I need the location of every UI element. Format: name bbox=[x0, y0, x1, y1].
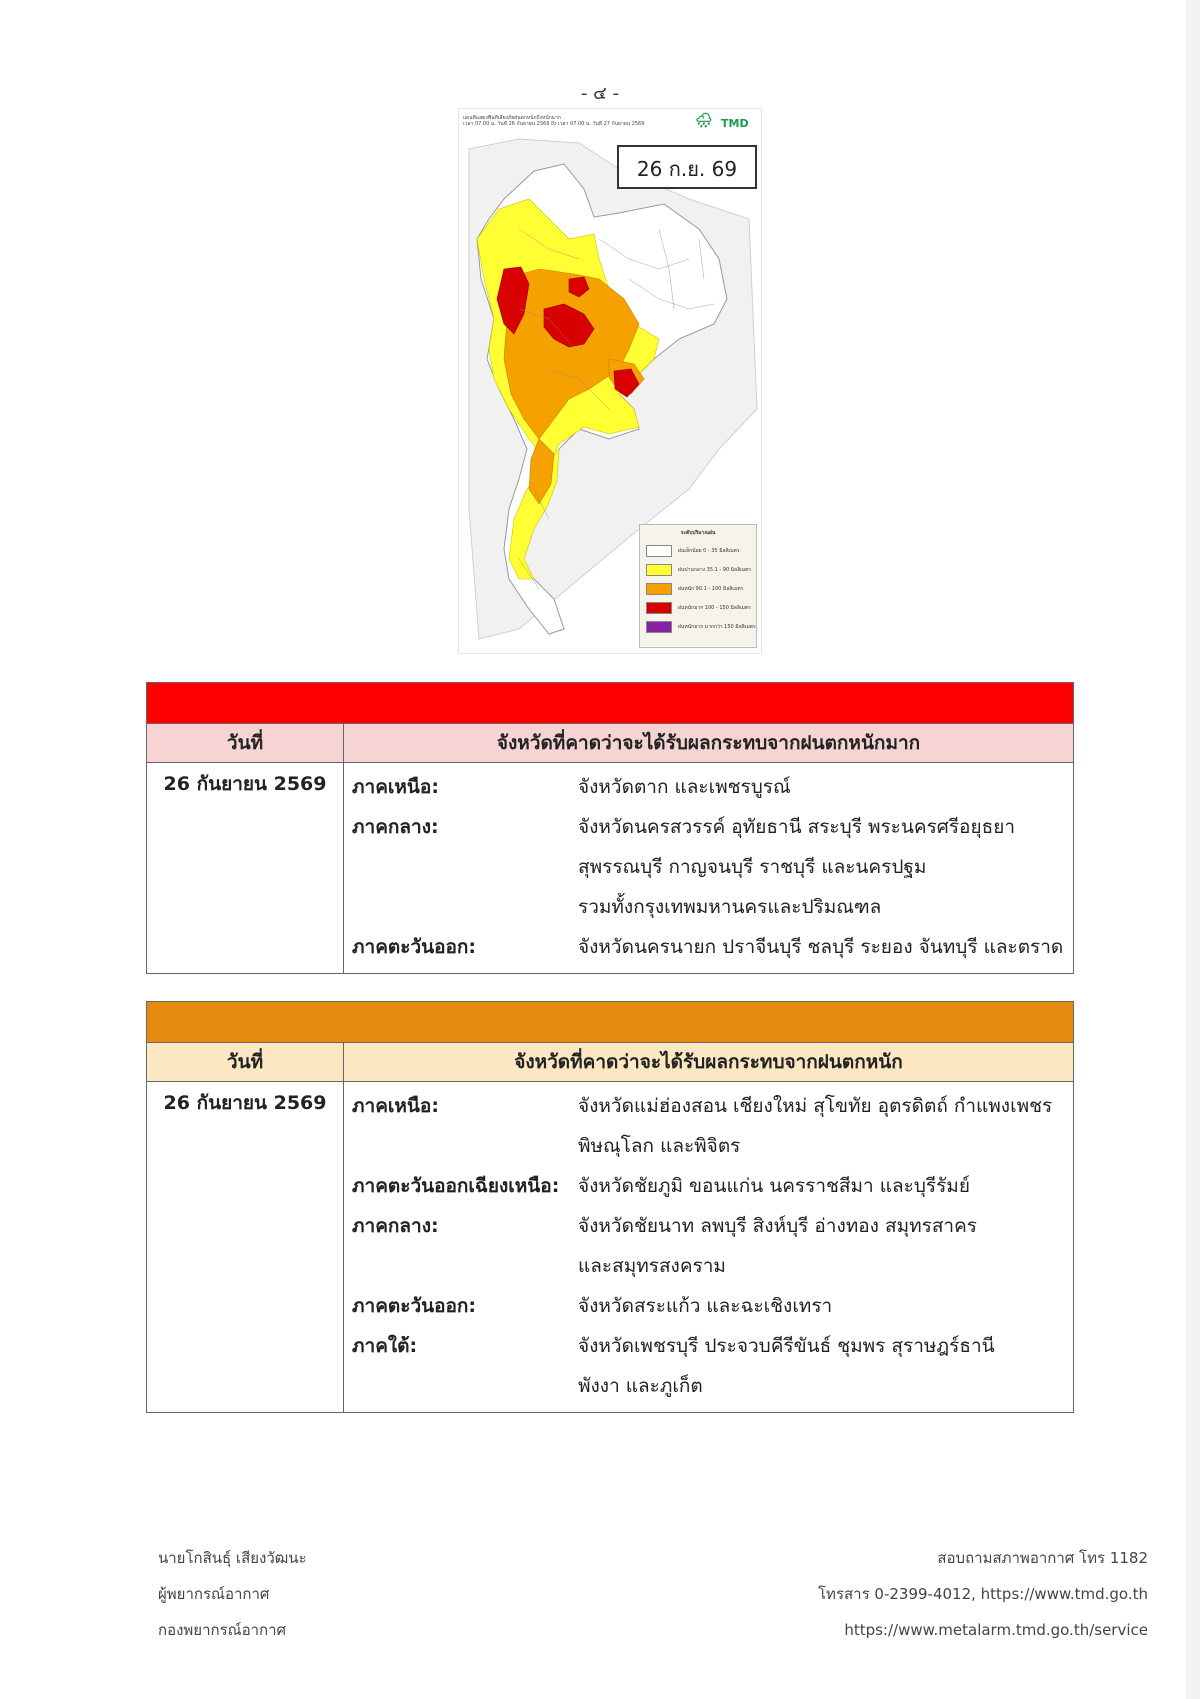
province-list bbox=[578, 1326, 1065, 1406]
heavy-rain-band bbox=[147, 1002, 1074, 1043]
region-name: ภาคเหนือ: bbox=[352, 1095, 439, 1117]
region-entry bbox=[352, 1086, 1065, 1166]
map-legend bbox=[639, 524, 757, 648]
very-heavy-rain-table bbox=[146, 682, 1074, 974]
footer-signature bbox=[158, 1540, 307, 1648]
region-entry bbox=[352, 807, 1065, 927]
page-edge bbox=[1186, 0, 1200, 1699]
table-row bbox=[147, 1082, 1074, 1413]
tmd-logo-icon: 🌧 bbox=[695, 113, 713, 129]
rain-risk-map bbox=[458, 108, 762, 654]
region-entry bbox=[352, 927, 1065, 967]
provinces-cell bbox=[344, 763, 1074, 974]
forecaster-title: ผู้พยากรณ์อากาศ bbox=[158, 1585, 270, 1603]
region-entry bbox=[352, 1166, 1065, 1206]
legend-label: ฝนหนักมาก 100 - 150 มิลลิเมตร bbox=[678, 604, 751, 611]
map-header-line-1: แผนที่แสดงพื้นที่เสี่ยงภัยฝนตกหนักถึงหนักมาก bbox=[463, 115, 561, 121]
date-cell: 26 กันยายน 2569 bbox=[147, 763, 344, 974]
region-entry bbox=[352, 1326, 1065, 1406]
region-name: ภาคตะวันออก: bbox=[352, 936, 477, 958]
column-header-provinces: จังหวัดที่คาดว่าจะได้รับผลกระทบจากฝนตกหนักมาก bbox=[344, 724, 1074, 763]
region-name: ภาคตะวันออกเฉียงเหนือ: bbox=[352, 1175, 560, 1197]
legend-title: ระดับปริมาณฝน bbox=[680, 530, 716, 536]
province-line: พังงา และภูเก็ต bbox=[578, 1375, 703, 1397]
province-list bbox=[578, 1286, 1065, 1326]
legend-swatch bbox=[646, 583, 672, 595]
legend-item bbox=[640, 541, 756, 560]
heavy-rain-table bbox=[146, 1001, 1074, 1413]
region-name: ภาคกลาง: bbox=[352, 816, 439, 838]
province-line: จังหวัดชัยภูมิ ขอนแก่น นครราชสีมา และบุรีรัมย์ bbox=[578, 1175, 970, 1197]
column-header-date: วันที่ bbox=[147, 724, 344, 763]
contact-fax-website[interactable]: โทรสาร 0-2399-4012, https://www.tmd.go.th bbox=[818, 1585, 1148, 1603]
region-name: ภาคใต้: bbox=[352, 1335, 418, 1357]
province-line: จังหวัดตาก และเพชรบูรณ์ bbox=[578, 776, 791, 798]
province-list bbox=[578, 1166, 1065, 1206]
forecaster-name: นายโกสินธุ์ เสียงวัฒนะ bbox=[158, 1549, 307, 1567]
province-list bbox=[578, 767, 1065, 807]
region-name: ภาคเหนือ: bbox=[352, 776, 439, 798]
provinces-cell bbox=[344, 1082, 1074, 1413]
province-line: พิษณุโลก และพิจิตร bbox=[578, 1135, 741, 1157]
region-name: ภาคกลาง: bbox=[352, 1215, 439, 1237]
date-cell: 26 กันยายน 2569 bbox=[147, 1082, 344, 1413]
very-heavy-rain-band bbox=[147, 683, 1074, 724]
column-header-date: วันที่ bbox=[147, 1043, 344, 1082]
legend-label: ฝนเล็กน้อย 0 - 35 มิลลิเมตร bbox=[678, 547, 740, 554]
region-entry bbox=[352, 1286, 1065, 1326]
footer-contact bbox=[818, 1540, 1148, 1648]
province-list bbox=[578, 1206, 1065, 1286]
legend-item bbox=[640, 579, 756, 598]
province-line: จังหวัดแม่ฮ่องสอน เชียงใหม่ สุโขทัย อุตรดิตถ์ กำแพงเพชร bbox=[578, 1095, 1053, 1117]
legend-swatch bbox=[646, 621, 672, 633]
legend-label: ฝนหนักมาก มากกว่า 150 มิลลิเมตร bbox=[678, 623, 756, 630]
legend-swatch bbox=[646, 545, 672, 557]
province-line: และสมุทรสงคราม bbox=[578, 1255, 726, 1277]
legend-label: ฝนปานกลาง 35.1 - 90 มิลลิเมตร bbox=[678, 566, 752, 573]
province-list bbox=[578, 807, 1065, 927]
legend-item bbox=[640, 560, 756, 579]
map-date-label: 26 ก.ย. 69 bbox=[617, 145, 757, 189]
contact-service-link[interactable]: https://www.metalarm.tmd.go.th/service bbox=[844, 1621, 1148, 1639]
province-line: รวมทั้งกรุงเทพมหานครและปริมณฑล bbox=[578, 896, 882, 918]
division-name: กองพยากรณ์อากาศ bbox=[158, 1621, 287, 1639]
province-line: จังหวัดเพชรบุรี ประจวบคีรีขันธ์ ชุมพร สุราษฎร์ธานี bbox=[578, 1335, 995, 1357]
page-number: - ๔ - bbox=[580, 83, 620, 104]
province-line: จังหวัดนครนายก ปราจีนบุรี ชลบุรี ระยอง จันทบุรี และตราด bbox=[578, 936, 1064, 958]
region-name: ภาคตะวันออก: bbox=[352, 1295, 477, 1317]
legend-swatch bbox=[646, 602, 672, 614]
region-entry bbox=[352, 1206, 1065, 1286]
legend-label: ฝนหนัก 90.1 - 100 มิลลิเมตร bbox=[678, 585, 744, 592]
contact-phone: สอบถามสภาพอากาศ โทร 1182 bbox=[937, 1549, 1148, 1567]
column-header-provinces: จังหวัดที่คาดว่าจะได้รับผลกระทบจากฝนตกหนัก bbox=[344, 1043, 1074, 1082]
province-list bbox=[578, 927, 1065, 967]
legend-item bbox=[640, 598, 756, 617]
region-entry bbox=[352, 767, 1065, 807]
province-line: จังหวัดชัยนาท ลพบุรี สิงห์บุรี อ่างทอง สมุทรสาคร bbox=[578, 1215, 978, 1237]
legend-item bbox=[640, 617, 756, 636]
province-line: จังหวัดนครสวรรค์ อุทัยธานี สระบุรี พระนครศรีอยุธยา bbox=[578, 816, 1015, 838]
province-line: สุพรรณบุรี กาญจนบุรี ราชบุรี และนครปฐม bbox=[578, 856, 927, 878]
tmd-logo-text: TMD bbox=[721, 117, 749, 130]
legend-swatch bbox=[646, 564, 672, 576]
province-list bbox=[578, 1086, 1065, 1166]
map-header-line-2: เวลา 07.00 น. วันที่ 26 กันยายน 2569 ถึง เวลา 07.00 น. วันที่ 27 กันยายน 2569 bbox=[463, 121, 645, 127]
province-line: จังหวัดสระแก้ว และฉะเชิงเทรา bbox=[578, 1295, 833, 1317]
table-row bbox=[147, 763, 1074, 974]
